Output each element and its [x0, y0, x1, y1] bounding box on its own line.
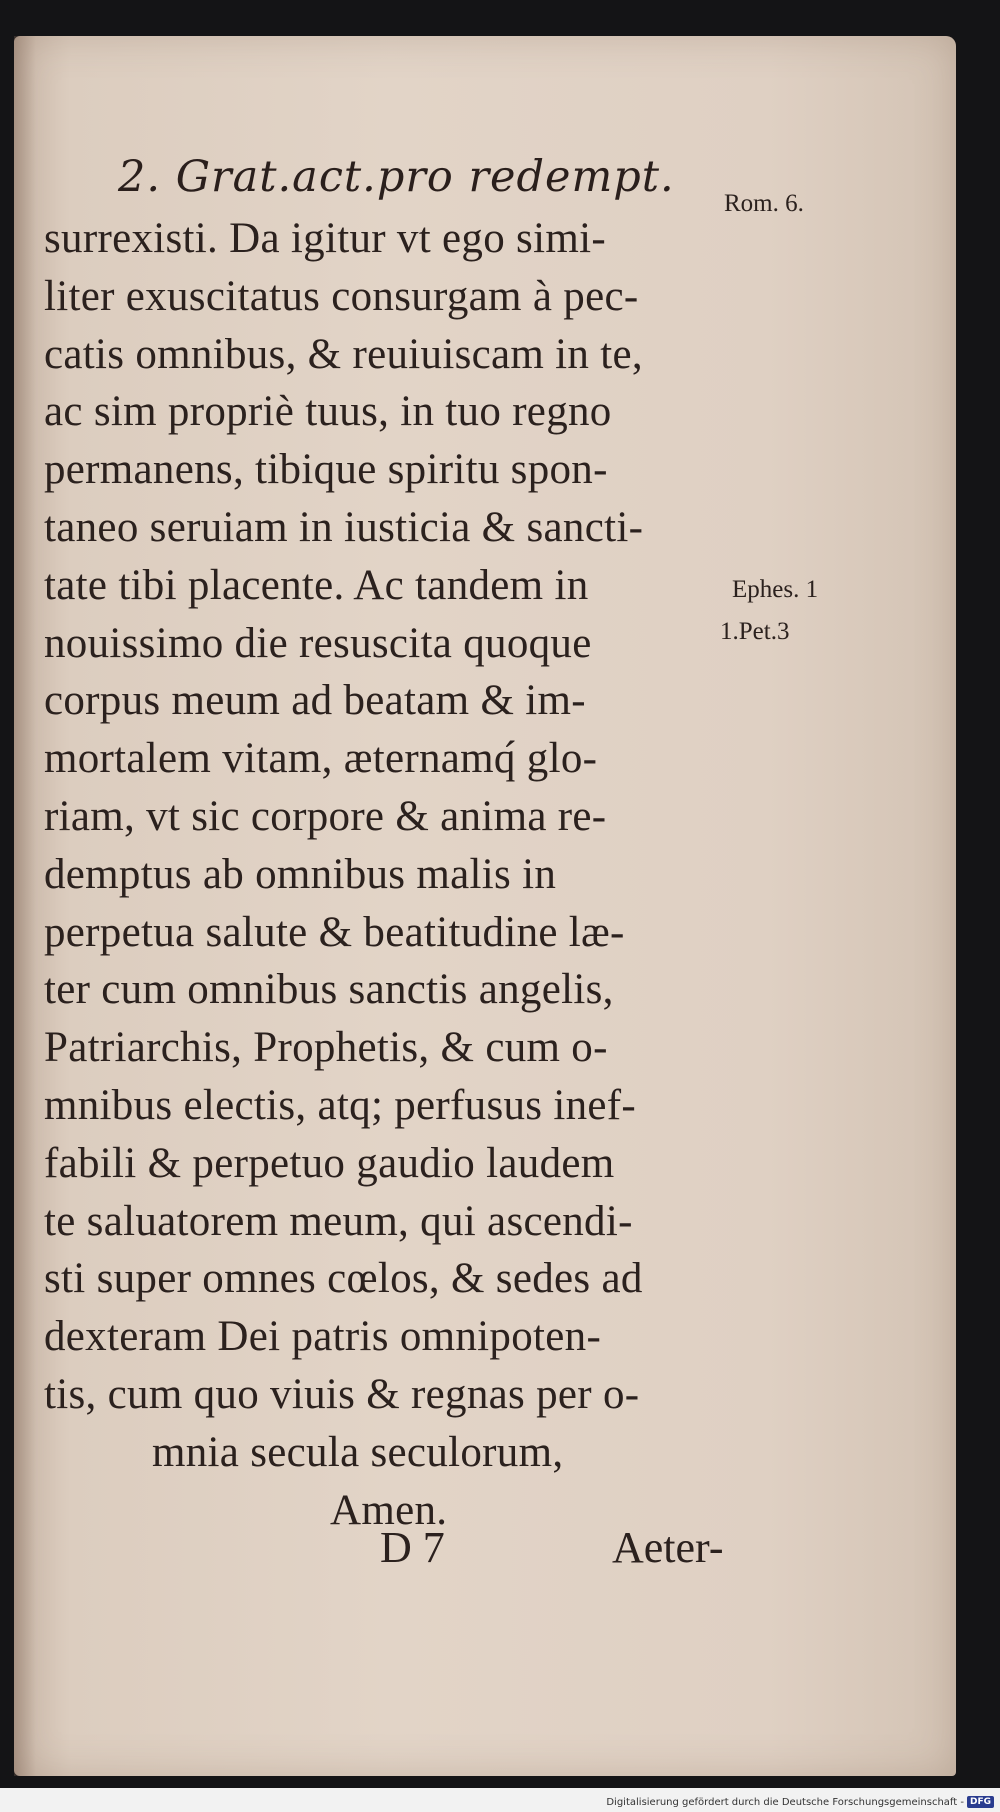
text-line: liter exuscitatus consurgam à pec-	[44, 272, 639, 320]
text-line: Patriarchis, Prophetis, & cum o-	[44, 1024, 608, 1072]
margin-note-pet: 1.Pet.3	[720, 618, 790, 645]
text-line: mortalem vitam, æternamq́ glo-	[44, 735, 598, 783]
text-line: nouissimo die resuscita quoque	[44, 619, 592, 667]
dfg-logo: DFG	[967, 1796, 994, 1808]
catchword: Aeter-	[612, 1523, 724, 1572]
text-line: mnibus electis, atq; perfusus inef-	[44, 1081, 637, 1129]
footer-credit: Digitalisierung gefördert durch die Deutsche Forschungsgemeinschaft -	[606, 1797, 964, 1808]
text-line: fabili & perpetuo gaudio laudem	[44, 1139, 615, 1187]
text-line: dexteram Dei patris omnipoten-	[44, 1313, 602, 1361]
body-text	[44, 210, 744, 1539]
text-line: corpus meum ad beatam & im-	[44, 677, 586, 725]
text-line: catis omnibus, & reuiuiscam in te,	[44, 330, 643, 378]
text-line: taneo seruiam in iusticia & sancti-	[44, 503, 644, 551]
margin-note-rom: Rom. 6.	[724, 190, 804, 217]
margin-note-ephes: Ephes. 1	[732, 576, 819, 603]
signature-mark: D 7	[380, 1523, 445, 1572]
text-line: riam, vt sic corpore & anima re-	[44, 792, 607, 840]
digitization-footer	[0, 1788, 1000, 1812]
text-line: mnia secula seculorum,	[152, 1428, 564, 1476]
text-line: perpetua salute & beatitudine læ-	[44, 908, 625, 956]
text-line: surrexisti. Da igitur vt ego simi-	[44, 215, 606, 262]
text-line: demptus ab omnibus malis in	[44, 850, 557, 898]
text-line: te saluatorem meum, qui ascendi-	[44, 1197, 633, 1245]
text-line: tis, cum quo viuis & regnas per o-	[44, 1370, 640, 1418]
text-line: ter cum omnibus sanctis angelis,	[44, 966, 614, 1014]
amen-line: Amen.	[330, 1486, 448, 1534]
running-head: 2. Grat.act.pro redempt.	[118, 152, 675, 202]
text-line: ac sim propriè tuus, in tuo regno	[44, 388, 612, 436]
text-line: tate tibi placente. Ac tandem in	[44, 561, 589, 609]
text-line: permanens, tibique spiritu spon-	[44, 446, 608, 494]
text-line: sti super omnes cœlos, & sedes ad	[44, 1255, 643, 1303]
